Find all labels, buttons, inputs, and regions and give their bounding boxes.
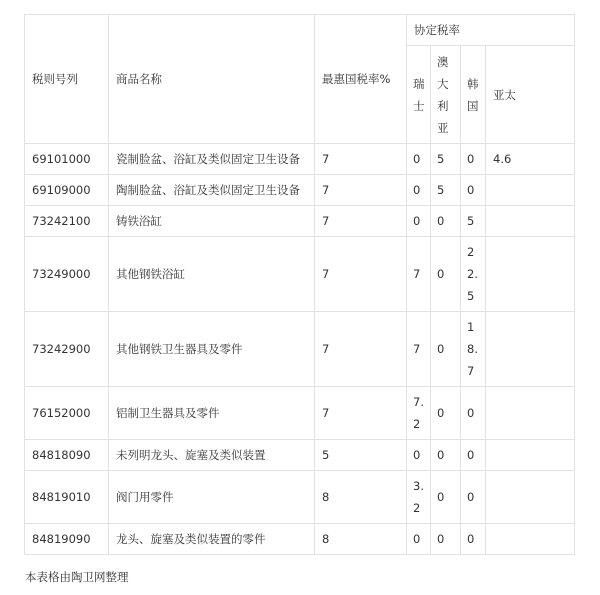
product-name-cell: 其他钢铁浴缸	[109, 237, 315, 312]
rate-asia-pacific-cell	[486, 206, 575, 237]
product-name-cell: 陶制脸盆、浴缸及类似固定卫生设备	[109, 175, 315, 206]
rate-australia-cell: 0	[431, 206, 461, 237]
source-footnote: 本表格由陶卫网整理	[25, 570, 129, 584]
table-row	[25, 387, 575, 440]
tariff-code-cell: 73242900	[25, 312, 109, 387]
tariff-code-cell: 76152000	[25, 387, 109, 440]
rate-asia-pacific-cell	[486, 312, 575, 387]
rate-australia-cell: 5	[431, 144, 461, 175]
rate-asia-pacific-cell	[486, 471, 575, 524]
mfn-rate-cell: 7	[315, 144, 407, 175]
rate-asia-pacific-cell	[486, 237, 575, 312]
rate-switzerland-cell: 7	[407, 312, 431, 387]
header-country-switzerland: 瑞士	[407, 46, 431, 144]
tariff-code-cell: 84818090	[25, 440, 109, 471]
mfn-rate-cell: 7	[315, 387, 407, 440]
table-row	[25, 440, 575, 471]
table-row	[25, 471, 575, 524]
rate-switzerland-cell: 0	[407, 175, 431, 206]
product-name-cell: 阀门用零件	[109, 471, 315, 524]
rate-asia-pacific-cell: 4.6	[486, 144, 575, 175]
tariff-table	[24, 14, 575, 555]
tariff-code-cell: 69101000	[25, 144, 109, 175]
rate-asia-pacific-cell	[486, 524, 575, 555]
mfn-rate-cell: 7	[315, 175, 407, 206]
tariff-code-cell: 69109000	[25, 175, 109, 206]
product-name-cell: 其他钢铁卫生器具及零件	[109, 312, 315, 387]
rate-korea-cell: 22.5	[461, 237, 486, 312]
mfn-rate-cell: 7	[315, 237, 407, 312]
tariff-code-cell: 73249000	[25, 237, 109, 312]
table-row	[25, 524, 575, 555]
rate-australia-cell: 0	[431, 312, 461, 387]
tariff-code-cell: 73242100	[25, 206, 109, 237]
rate-asia-pacific-cell	[486, 440, 575, 471]
rate-korea-cell: 0	[461, 524, 486, 555]
rate-switzerland-cell: 0	[407, 524, 431, 555]
rate-korea-cell: 0	[461, 387, 486, 440]
rate-korea-cell: 5	[461, 206, 486, 237]
rate-australia-cell: 0	[431, 387, 461, 440]
table-row	[25, 206, 575, 237]
header-country-australia: 澳大利亚	[431, 46, 461, 144]
rate-australia-cell: 0	[431, 471, 461, 524]
product-name-cell: 瓷制脸盆、浴缸及类似固定卫生设备	[109, 144, 315, 175]
rate-switzerland-cell: 0	[407, 206, 431, 237]
header-tariff-code: 税则号列	[25, 15, 109, 144]
tariff-code-cell: 84819090	[25, 524, 109, 555]
rate-korea-cell: 0	[461, 440, 486, 471]
rate-korea-cell: 0	[461, 471, 486, 524]
rate-australia-cell: 5	[431, 175, 461, 206]
header-agreement-rates: 协定税率	[407, 15, 575, 46]
table-row	[25, 175, 575, 206]
header-country-korea: 韩国	[461, 46, 486, 144]
rate-asia-pacific-cell	[486, 387, 575, 440]
mfn-rate-cell: 7	[315, 312, 407, 387]
product-name-cell: 铝制卫生器具及零件	[109, 387, 315, 440]
table-row	[25, 144, 575, 175]
rate-switzerland-cell: 7.2	[407, 387, 431, 440]
product-name-cell: 未列明龙头、旋塞及类似装置	[109, 440, 315, 471]
header-product-name: 商品名称	[109, 15, 315, 144]
rate-korea-cell: 0	[461, 175, 486, 206]
rate-switzerland-cell: 0	[407, 440, 431, 471]
table-row	[25, 237, 575, 312]
header-country-asia-pacific: 亚太	[486, 46, 575, 144]
rate-asia-pacific-cell	[486, 175, 575, 206]
tariff-code-cell: 84819010	[25, 471, 109, 524]
rate-australia-cell: 0	[431, 440, 461, 471]
mfn-rate-cell: 5	[315, 440, 407, 471]
header-mfn-rate: 最惠国税率%	[315, 15, 407, 144]
mfn-rate-cell: 7	[315, 206, 407, 237]
product-name-cell: 龙头、旋塞及类似装置的零件	[109, 524, 315, 555]
rate-korea-cell: 0	[461, 144, 486, 175]
rate-australia-cell: 0	[431, 237, 461, 312]
mfn-rate-cell: 8	[315, 471, 407, 524]
rate-korea-cell: 18.7	[461, 312, 486, 387]
rate-switzerland-cell: 3.2	[407, 471, 431, 524]
rate-australia-cell: 0	[431, 524, 461, 555]
product-name-cell: 铸铁浴缸	[109, 206, 315, 237]
mfn-rate-cell: 8	[315, 524, 407, 555]
rate-switzerland-cell: 7	[407, 237, 431, 312]
rate-switzerland-cell: 0	[407, 144, 431, 175]
table-row	[25, 312, 575, 387]
